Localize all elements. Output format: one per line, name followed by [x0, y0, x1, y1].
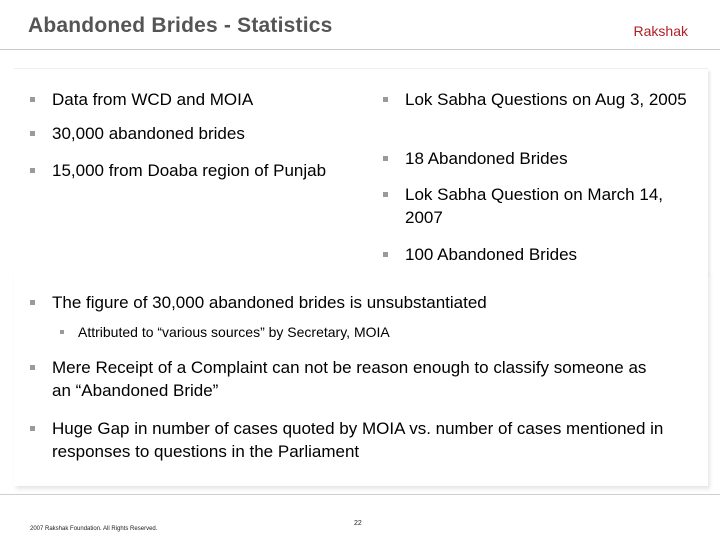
page-number: 22	[354, 520, 362, 527]
bullet-square-icon	[60, 330, 64, 334]
copyright-text: 2007 Rakshak Foundation. All Rights Reserved.	[30, 526, 158, 532]
left-bullet: Data from WCD and MOIA	[30, 88, 350, 111]
bullet-square-icon	[30, 131, 35, 136]
left-bullet: 30,000 abandoned brides	[30, 122, 350, 145]
bullet-square-icon	[383, 97, 388, 102]
left-bullet: 15,000 from Doaba region of Punjab	[30, 159, 330, 182]
bullet-square-icon	[383, 252, 388, 257]
right-bullet: Lok Sabha Questions on Aug 3, 2005	[383, 88, 703, 111]
right-bullet: 18 Abandoned Brides	[383, 147, 703, 170]
bullet-square-icon	[383, 192, 388, 197]
bottom-bullet: The figure of 30,000 abandoned brides is unsubstantiated	[30, 291, 690, 314]
bullet-square-icon	[30, 300, 35, 305]
bottom-sub-bullet: Attributed to “various sources” by Secretary, MOIA	[60, 323, 680, 341]
page-title: Abandoned Brides - Statistics	[28, 14, 333, 37]
bottom-bullet: Huge Gap in number of cases quoted by MOIA vs. number of cases mentioned in responses to questions in the Parliament	[30, 417, 690, 463]
footer-divider	[0, 494, 720, 495]
bullet-square-icon	[30, 365, 35, 370]
bullet-square-icon	[30, 426, 35, 431]
bullet-square-icon	[30, 168, 35, 173]
bullet-square-icon	[30, 97, 35, 102]
bottom-bullet: Mere Receipt of a Complaint can not be reason enough to classify someone as an “Abandoned Bride”	[30, 356, 670, 402]
brand-logo-text: Rakshak	[633, 23, 688, 39]
right-bullet: Lok Sabha Question on March 14, 2007	[383, 183, 683, 229]
header-divider	[0, 49, 720, 50]
right-bullet: 100 Abandoned Brides	[383, 243, 703, 266]
bullet-square-icon	[383, 156, 388, 161]
